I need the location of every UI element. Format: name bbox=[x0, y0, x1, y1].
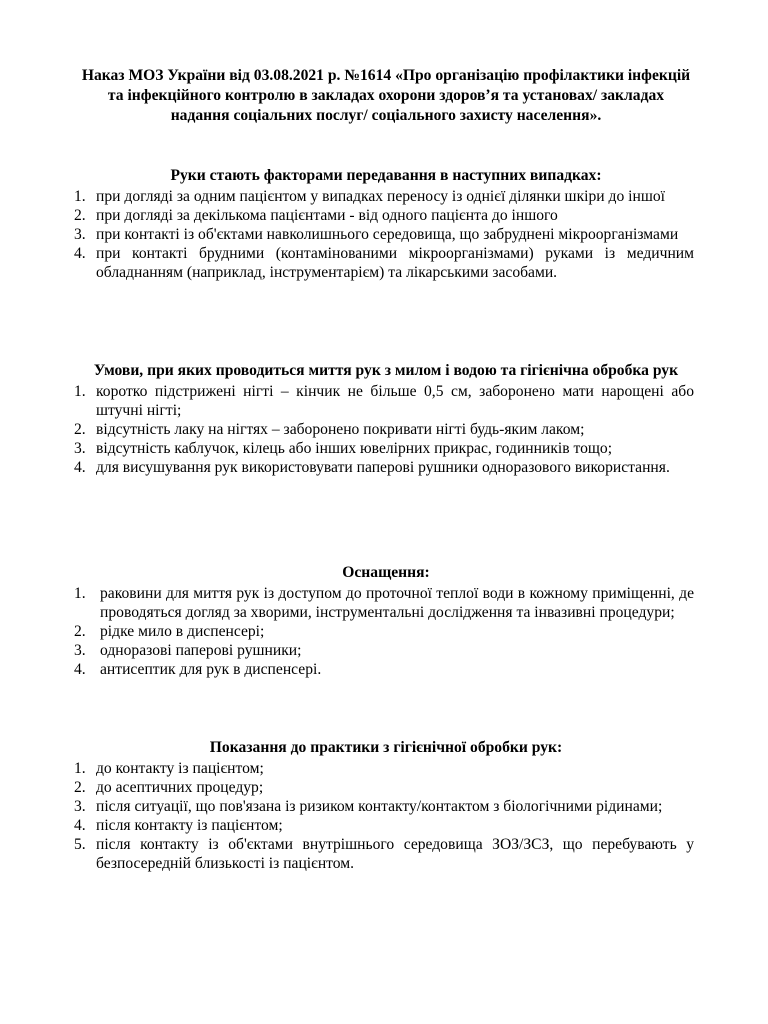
list-item-number: 3. bbox=[74, 798, 86, 815]
numbered-list bbox=[0, 382, 768, 477]
list-item-number: 4. bbox=[74, 459, 86, 476]
list-item-number: 3. bbox=[74, 226, 86, 243]
list-item-text: до контакту із пацієнтом; bbox=[96, 760, 264, 777]
list-item bbox=[74, 816, 694, 835]
list-item-number: 1. bbox=[74, 760, 86, 777]
list-item bbox=[74, 778, 694, 797]
section-heading: Умови, при яких проводиться миття рук з милом і водою та гігієнічна обробка рук bbox=[93, 362, 679, 379]
list-item-text: при догляді за декількома пацієнтами - від одного пацієнта до іншого bbox=[96, 207, 558, 224]
section-equipment bbox=[0, 563, 768, 679]
list-item-number: 2. bbox=[74, 623, 86, 640]
list-item-text: рідке мило в диспенсері; bbox=[100, 623, 265, 640]
list-item bbox=[74, 797, 694, 816]
section-hand-transmission bbox=[0, 166, 768, 282]
list-item-number: 2. bbox=[74, 421, 86, 438]
section-handwash-conditions bbox=[0, 361, 768, 477]
list-item-text: після контакту із пацієнтом; bbox=[96, 817, 283, 834]
list-item bbox=[74, 759, 694, 778]
list-item-number: 3. bbox=[74, 440, 86, 457]
list-item-text: при контакті брудними (контамінованими мікроорганізмами) руками із медичним обладнанням (наприклад, інструментарієм) та лікарськими засобами. bbox=[96, 245, 694, 281]
list-item-text: після ситуації, що пов'язана із ризиком контакту/контактом з біологічними рідинами; bbox=[96, 798, 663, 815]
list-item-number: 4. bbox=[74, 661, 86, 678]
list-item-text: для висушування рук використовувати паперові рушники одноразового використання. bbox=[96, 459, 670, 476]
list-item bbox=[74, 584, 694, 622]
list-item-text: відсутність каблучок, кілець або інших ювелірних прикрас, годинників тощо; bbox=[96, 440, 613, 457]
section-hygiene-indications bbox=[0, 738, 768, 873]
list-item bbox=[74, 439, 694, 458]
numbered-list bbox=[0, 584, 768, 679]
list-item bbox=[74, 622, 694, 641]
list-item bbox=[74, 382, 694, 420]
numbered-list bbox=[0, 187, 768, 282]
list-item-text: при контакті із об'єктами навколишнього середовища, що забруднені мікроорганізмами bbox=[96, 226, 679, 243]
list-item-text: до асептичних процедур; bbox=[96, 779, 264, 796]
list-item bbox=[74, 660, 694, 679]
list-item-number: 1. bbox=[74, 188, 86, 205]
list-item-text: відсутність лаку на нігтях – заборонено покривати нігті будь-яким лаком; bbox=[96, 421, 585, 438]
section-heading: Показання до практики з гігієнічної обробки рук: bbox=[209, 739, 563, 756]
list-item-number: 5. bbox=[74, 836, 86, 853]
list-item-number: 3. bbox=[74, 642, 86, 659]
list-item bbox=[74, 206, 694, 225]
list-item-text: після контакту із об'єктами внутрішнього середовища ЗОЗ/ЗСЗ, що перебувають у безпосередній близькості із пацієнтом. bbox=[96, 836, 694, 872]
list-item-number: 2. bbox=[74, 779, 86, 796]
list-item-text: коротко підстрижені нігті – кінчик не більше 0,5 см, заборонено мати нарощені або штучні нігті; bbox=[96, 383, 694, 419]
list-item-text: раковини для миття рук із доступом до проточної теплої води в кожному приміщенні, де проводяться догляд за хворими, інструментальні дослідження та інвазивні процедури; bbox=[100, 585, 694, 621]
list-item-number: 4. bbox=[74, 817, 86, 834]
list-item-text: при догляді за одним пацієнтом у випадках переносу із однієї ділянки шкіри до іншої bbox=[96, 188, 665, 205]
list-item bbox=[74, 641, 694, 660]
list-item-number: 2. bbox=[74, 207, 86, 224]
numbered-list bbox=[0, 759, 768, 873]
list-item bbox=[74, 187, 694, 206]
list-item bbox=[74, 835, 694, 873]
list-item-text: одноразові паперові рушники; bbox=[100, 642, 302, 659]
list-item bbox=[74, 244, 694, 282]
list-item-number: 1. bbox=[74, 383, 86, 400]
list-item bbox=[74, 458, 694, 477]
list-item-number: 4. bbox=[74, 245, 86, 262]
section-heading: Оснащення: bbox=[342, 564, 430, 581]
list-item bbox=[74, 225, 694, 244]
section-heading: Руки стають факторами передавання в наступних випадках: bbox=[170, 167, 602, 184]
list-item-text: антисептик для рук в диспенсері. bbox=[100, 661, 322, 678]
list-item bbox=[74, 420, 694, 439]
document-title: Наказ МОЗ України від 03.08.2021 р. №1614 «Про організацію профілактики інфекцій та інфекційного контролю в закладах охорони здоров’я та установах/ закладах надання соціальних послуг/ соціального захисту населення». bbox=[81, 67, 691, 124]
list-item-number: 1. bbox=[74, 585, 86, 602]
